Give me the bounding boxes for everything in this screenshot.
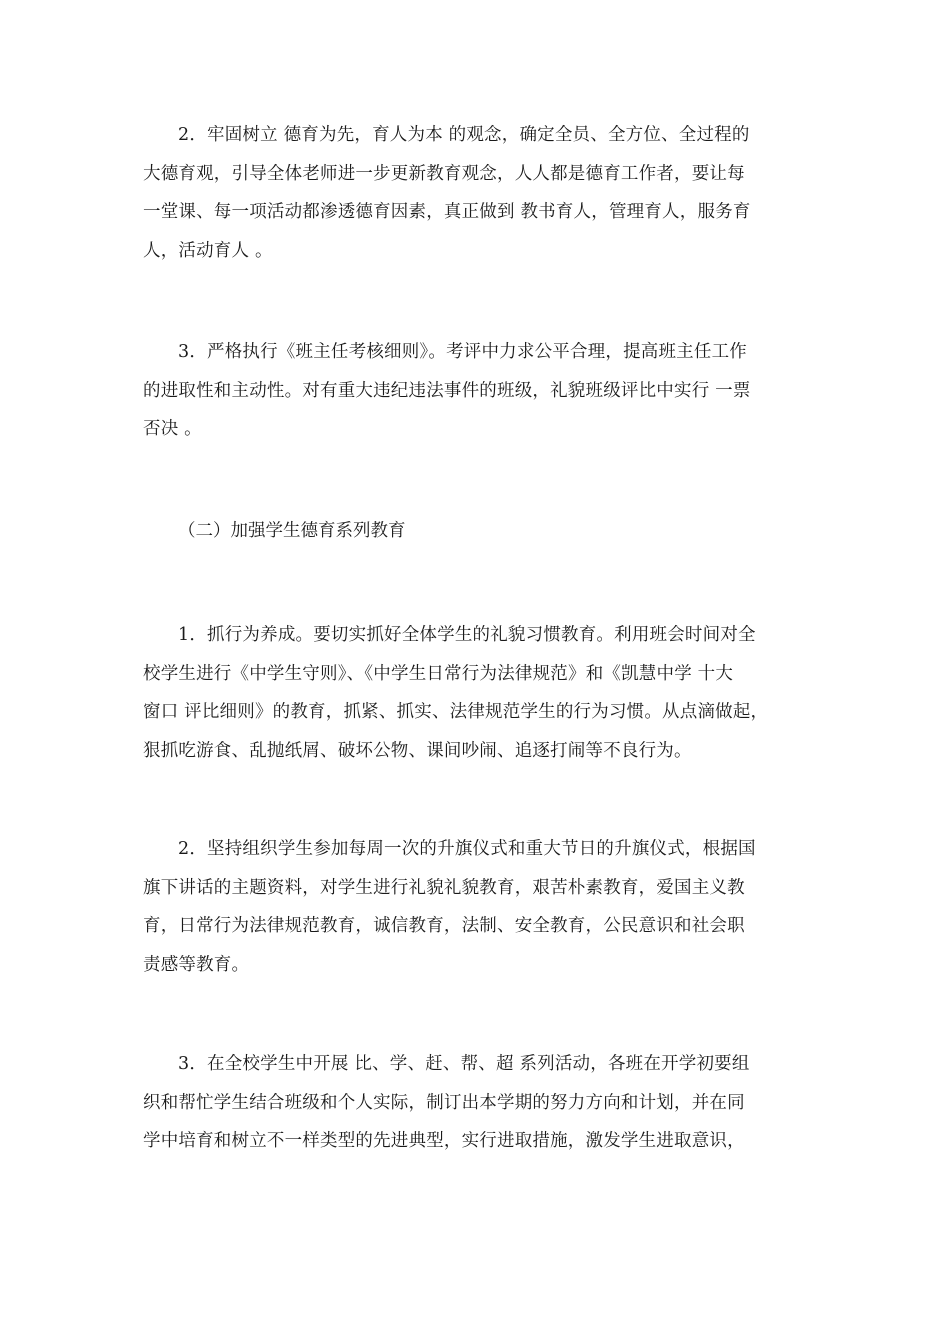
text-line: 一堂课、每一项活动都渗透德育因素，真正做到 教书育人，管理育人，服务育	[143, 202, 751, 222]
section-heading: （二）加强学生德育系列教育	[178, 521, 406, 541]
paragraph-behavior-habits	[143, 616, 813, 770]
text-line: 窗口 评比细则》的教育，抓紧、抓实、法律规范学生的行为习惯。从点滴做起，	[143, 702, 769, 722]
text-line: 2．坚持组织学生参加每周一次的升旗仪式和重大节日的升旗仪式，根据国	[178, 839, 756, 859]
text-line: 学中培育和树立不一样类型的先进典型，实行进取措施，激发学生进取意识，	[143, 1131, 745, 1151]
text-line: 旗下讲话的主题资料，对学生进行礼貌礼貌教育，艰苦朴素教育，爱国主义教	[143, 877, 745, 898]
text-line: 大德育观，引导全体老师进一步更新教育观念，人人都是德育工作者，要让每	[143, 163, 745, 184]
text-line: 3．在全校学生中开展 比、学、赶、帮、超 系列活动，各班在开学初要组	[178, 1054, 750, 1074]
text-line: 校学生进行《中学生守则》、《中学生日常行为法律规范》和《凯慧中学 十大	[143, 663, 734, 684]
text-line: 的进取性和主动性。对有重大违纪违法事件的班级，礼貌班级评比中实行 一票	[143, 380, 751, 401]
paragraph-series-activities	[143, 1045, 813, 1161]
text-line: 责感等教育。	[143, 954, 250, 975]
text-line: 育，日常行为法律规范教育，诚信教育，法制、安全教育，公民意识和社会职	[143, 916, 745, 936]
paragraph-flag-ceremony	[143, 830, 813, 984]
text-line: 狠抓吃游食、乱抛纸屑、破坏公物、课间吵闹、追逐打闹等不良行为。	[143, 740, 692, 761]
text-line: 否决 。	[143, 419, 202, 439]
text-line: 2．牢固树立 德育为先，育人为本 的观念，确定全员、全方位、全过程的	[178, 125, 750, 145]
paragraph-head-teacher-assessment	[143, 333, 813, 449]
text-line: 人，活动育人 。	[143, 240, 273, 261]
paragraph-moral-education-concept	[143, 116, 813, 270]
text-line: 1．抓行为养成。要切实抓好全体学生的礼貌习惯教育。利用班会时间对全	[178, 625, 756, 645]
text-line: 织和帮忙学生结合班级和个人实际，制订出本学期的努力方向和计划，并在同	[143, 1092, 745, 1113]
text-line: 3．严格执行《班主任考核细则》。考评中力求公平合理，提高班主任工作	[178, 342, 747, 362]
